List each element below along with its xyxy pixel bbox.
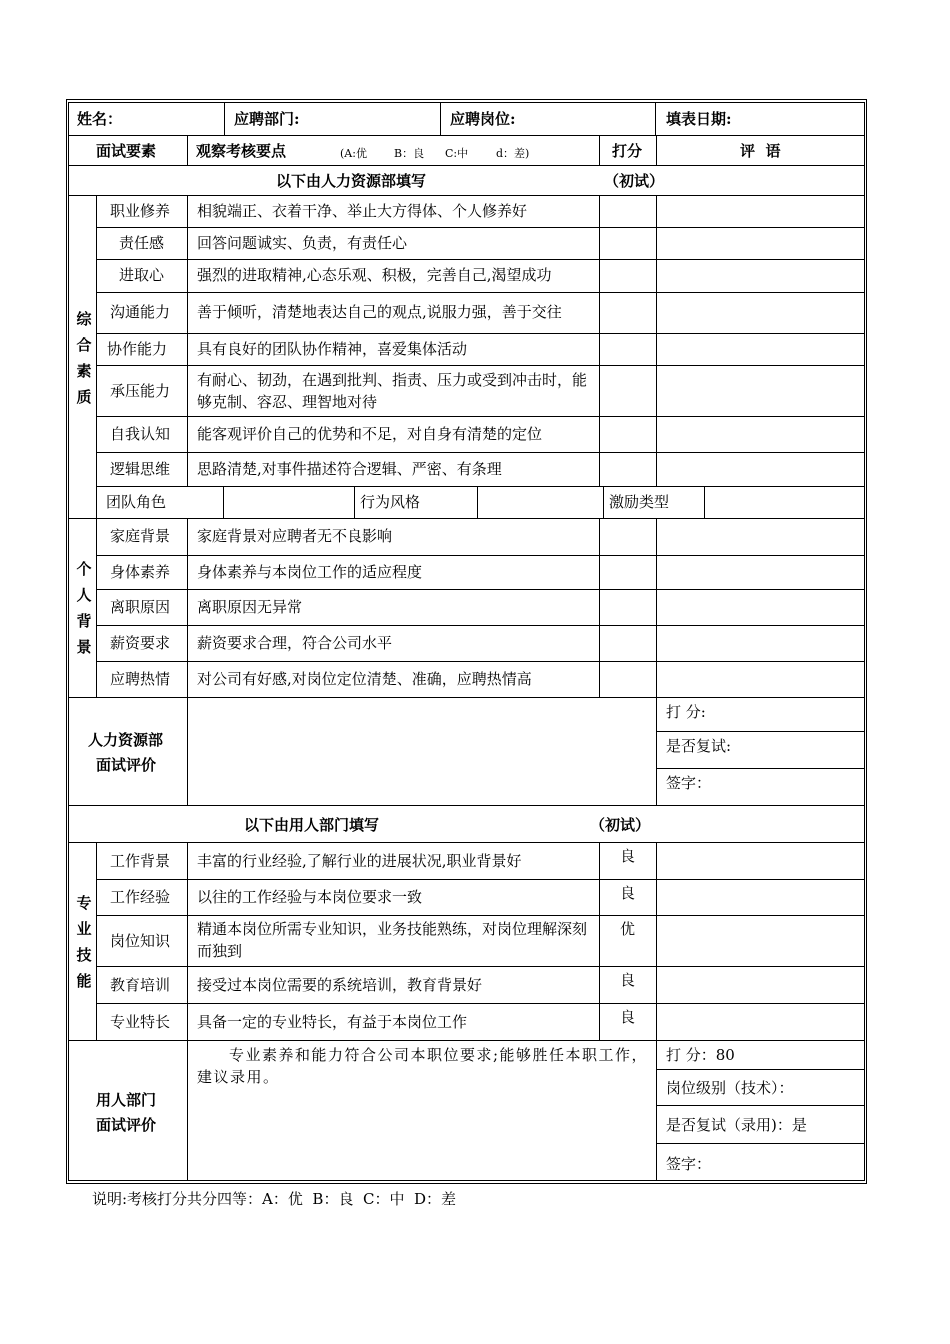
rule — [656, 842, 657, 1040]
item-point: 善于倾听，清楚地表达自己的观点,说服力强，善于交往 — [197, 303, 562, 321]
group-label-char: 人 — [76, 586, 92, 604]
hr-evaluation-sign: 签字： — [666, 774, 712, 792]
rule — [187, 842, 188, 1040]
rule — [656, 731, 865, 732]
hr-section-stage: （初试） — [604, 172, 665, 190]
rule — [354, 486, 355, 518]
rule — [68, 102, 69, 1181]
item-score: 优 — [620, 920, 636, 938]
rule — [96, 227, 865, 228]
rule — [224, 102, 225, 135]
rule — [68, 805, 865, 806]
group-label-char: 专 — [76, 894, 92, 912]
item-point: 具有良好的团队协作精神，喜爱集体活动 — [197, 340, 468, 358]
name-label: 姓名： — [77, 110, 123, 128]
item-label: 进取心 — [119, 266, 165, 284]
rule — [96, 452, 865, 453]
rule — [656, 1143, 865, 1144]
item-label: 职业修养 — [110, 202, 171, 220]
rule — [96, 1003, 865, 1004]
item-score: 良 — [620, 1008, 636, 1026]
group-label-char: 合 — [76, 336, 92, 354]
rule — [68, 102, 865, 103]
group-label-char: 景 — [76, 638, 92, 656]
hr-section-title: 以下由人力资源部填写 — [276, 172, 427, 190]
behavior-style-label: 行为风格 — [360, 493, 421, 511]
rule — [187, 1040, 188, 1180]
rule — [656, 1069, 865, 1070]
rule — [96, 416, 865, 417]
rule — [187, 697, 188, 805]
item-score: 良 — [620, 847, 636, 865]
dept-section-title: 以下由用人部门填写 — [244, 816, 380, 834]
rule — [96, 661, 865, 662]
item-point: 以往的工作经验与本岗位要求一致 — [197, 888, 423, 906]
rule — [68, 165, 865, 166]
item-point: 相貌端正、衣着干净、举止大方得体、个人修养好 — [197, 202, 528, 220]
rule — [96, 589, 865, 590]
group-label-char: 质 — [76, 388, 92, 406]
dept-evaluation-label-line1: 用人部门 — [96, 1091, 157, 1109]
group-label-comprehensive-quality — [74, 306, 94, 410]
item-point: 具备一定的专业特长，有益于本岗位工作 — [197, 1013, 468, 1031]
item-point: 薪资要求合理，符合公司水平 — [197, 634, 393, 652]
scale-b: B：良 — [394, 147, 425, 160]
dept-evaluation-score: 打 分：80 — [666, 1046, 735, 1064]
group-label-char: 个 — [76, 560, 92, 578]
rule — [187, 195, 188, 486]
group-label-personal-background — [74, 556, 94, 660]
hr-evaluation-label-line2: 面试评价 — [96, 756, 157, 774]
item-point: 对公司有好感,对岗位定位清楚、准确，应聘热情高 — [197, 670, 532, 688]
rule — [96, 365, 865, 366]
rule — [96, 966, 865, 967]
item-label: 薪资要求 — [110, 634, 171, 652]
rule — [187, 518, 188, 697]
column-score: 打分 — [612, 142, 643, 160]
item-label: 自我认知 — [110, 425, 171, 443]
rule — [599, 842, 600, 1040]
group-label-char: 背 — [76, 612, 92, 630]
item-label: 工作背景 — [110, 852, 171, 870]
rule — [656, 195, 657, 486]
column-points: 观察考核要点 — [196, 142, 287, 160]
group-label-char: 素 — [76, 362, 92, 380]
item-point: 能客观评价自己的优势和不足，对自身有清楚的定位 — [197, 425, 543, 443]
rule — [96, 879, 865, 880]
rule — [864, 102, 865, 1181]
rule — [96, 555, 865, 556]
hr-evaluation-label-line1: 人力资源部 — [88, 731, 164, 749]
item-point: 离职原因无异常 — [197, 598, 303, 616]
rule — [656, 518, 657, 697]
item-point: 强烈的进取精神,心态乐观、积极，完善自己,渴望成功 — [197, 266, 552, 284]
column-element: 面试要素 — [96, 142, 157, 160]
scale-d: d：差) — [496, 147, 530, 160]
item-label: 沟通能力 — [110, 303, 171, 321]
rule — [223, 486, 224, 518]
item-point: 思路清楚,对事件描述符合逻辑、严密、有条理 — [197, 460, 502, 478]
item-label: 离职原因 — [110, 598, 171, 616]
item-label: 责任感 — [119, 234, 165, 252]
item-label: 工作经验 — [110, 888, 171, 906]
item-point: 家庭背景对应聘者无不良影响 — [197, 527, 393, 545]
rule — [96, 259, 865, 260]
item-point: 回答问题诚实、负责，有责任心 — [197, 234, 408, 252]
item-label: 专业特长 — [110, 1013, 171, 1031]
hr-evaluation-score: 打 分: — [666, 703, 706, 721]
rule — [96, 333, 865, 334]
dept-evaluation-sign: 签字： — [666, 1155, 712, 1173]
scale-a: (A:优 — [340, 147, 367, 160]
group-label-char: 综 — [76, 310, 92, 328]
item-label: 承压能力 — [110, 382, 171, 400]
rule — [656, 697, 657, 805]
dept-evaluation-level: 岗位级别（技术）： — [666, 1079, 794, 1097]
item-point: 丰富的行业经验,了解行业的进展状况,职业背景好 — [197, 852, 522, 870]
rule — [656, 768, 865, 769]
rule — [656, 1105, 865, 1106]
date-label: 填表日期: — [666, 110, 732, 128]
rule — [477, 486, 478, 518]
item-label: 身体素养 — [110, 563, 171, 581]
dept-evaluation-comment: 专业素养和能力符合公司本职位要求;能够胜任本职工作，建议录用。 — [197, 1046, 649, 1086]
rule — [96, 625, 865, 626]
rule — [599, 135, 600, 165]
dept-evaluation-retest: 是否复试（录用)：是 — [666, 1116, 807, 1134]
rule — [603, 486, 604, 518]
rule — [96, 486, 865, 487]
rule — [96, 518, 97, 697]
rule — [704, 486, 705, 518]
rule — [599, 518, 600, 697]
rule — [440, 102, 441, 135]
rule — [96, 195, 97, 519]
rule — [656, 135, 657, 165]
rule — [96, 915, 865, 916]
team-role-label: 团队角色 — [106, 493, 167, 511]
item-label: 岗位知识 — [110, 932, 171, 950]
group-label-professional-skill — [74, 890, 94, 994]
item-point: 有耐心、韧劲，在遇到批判、指责、压力或受到冲击时，能够克制、容忍、理智地对待 — [197, 371, 588, 411]
item-label: 家庭背景 — [110, 527, 171, 545]
rule — [96, 292, 865, 293]
motivation-type-label: 激励类型 — [609, 493, 670, 511]
group-label-char: 能 — [76, 972, 92, 990]
dept-evaluation-label-line2: 面试评价 — [96, 1116, 157, 1134]
rule — [96, 842, 97, 1040]
rule — [599, 195, 600, 486]
item-label: 协作能力 — [107, 340, 168, 358]
item-label: 逻辑思维 — [110, 460, 171, 478]
item-label: 应聘热情 — [110, 670, 171, 688]
item-score: 良 — [620, 971, 636, 989]
rule — [655, 102, 656, 135]
footnote: 说明:考核打分共分四等：A：优 B：良 C：中 D：差 — [92, 1190, 457, 1208]
group-label-char: 业 — [76, 920, 92, 938]
item-point: 身体素养与本岗位工作的适应程度 — [197, 563, 423, 581]
group-label-char: 技 — [76, 946, 92, 964]
dept-section-stage: （初试） — [590, 816, 651, 834]
hr-evaluation-retest: 是否复试: — [666, 737, 732, 755]
column-comment: 评 语 — [740, 142, 781, 160]
position-label: 应聘岗位: — [450, 110, 516, 128]
dept-label: 应聘部门: — [234, 110, 300, 128]
item-label: 教育培训 — [110, 976, 171, 994]
item-point: 精通本岗位所需专业知识，业务技能熟练，对岗位理解深刻而独到 — [197, 920, 588, 960]
rule — [187, 135, 188, 165]
item-point: 接受过本岗位需要的系统培训，教育背景好 — [197, 976, 483, 994]
item-score: 良 — [620, 884, 636, 902]
scale-c: C:中 — [445, 147, 469, 160]
rule — [656, 1040, 657, 1180]
rule — [68, 1180, 865, 1181]
